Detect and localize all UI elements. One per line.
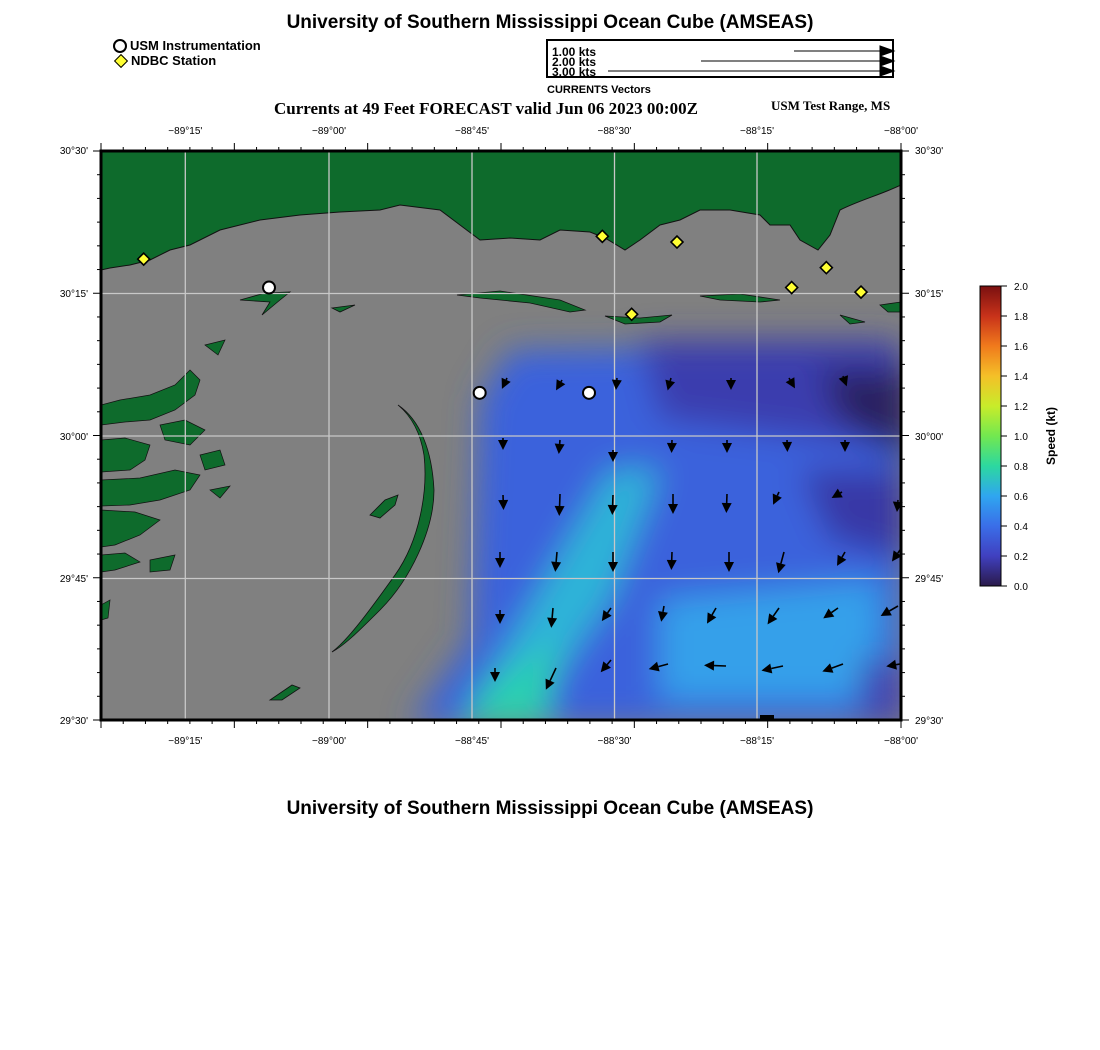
lon-label-bottom: −88°45' [455,736,489,747]
lon-label-top: −88°45' [455,126,489,137]
lon-label-top: −89°15' [168,126,203,137]
current-vector-shaft [552,608,553,618]
colorbar-tick-label: 1.8 [1014,312,1028,323]
lat-label-right: 30°30' [915,146,944,157]
current-vector-shaft [561,380,562,382]
lon-label-top: −88°30' [597,126,632,137]
vector-legend-2kt: 2.00 kts [552,55,597,69]
lat-label-left: 29°30' [59,716,88,727]
vector-legend-3kt: 3.00 kts [552,65,597,79]
legend-usm-label: USM Instrumentation [130,38,261,53]
colorbar-tick-label: 2.0 [1014,282,1028,293]
lat-label-right: 29°30' [915,716,944,727]
current-vector-shaft [670,378,671,381]
current-vector-shaft [663,606,664,612]
lon-label-bottom: −89°00' [312,736,346,747]
lat-label-left: 30°00' [59,432,88,443]
colorbar-tick-label: 1.6 [1014,342,1028,353]
colorbar-tick-label: 1.2 [1014,402,1028,413]
usm-instrument-marker [583,387,595,399]
map-title-bottom: University of Southern Mississippi Ocean Cube (AMSEAS) [286,798,814,819]
colorbar-tick-label: 0.0 [1014,582,1028,593]
colorbar-tick-label: 1.0 [1014,432,1028,443]
colorbar-ramp [980,286,1001,586]
current-vector-shaft [556,552,557,562]
current-vector-shaft [896,664,900,665]
lat-label-left: 30°30' [59,146,88,157]
colorbar-tick-label: 0.8 [1014,462,1028,473]
lat-label-right: 30°00' [915,432,944,443]
map-title: University of Southern Mississippi Ocean Cube (AMSEAS) [286,12,814,33]
lon-label-top: −88°15' [740,126,774,137]
vector-legend-caption: CURRENTS Vectors [547,84,651,96]
legend-ndbc-label: NDBC Station [131,53,217,68]
lon-label-bottom: −88°15' [740,736,774,747]
lat-label-right: 30°15' [915,289,944,300]
current-vector-shaft [506,378,507,380]
vector-legend-1kt: 1.00 kts [552,45,597,59]
lon-label-bottom: −88°00' [884,736,918,747]
colorbar-title: Speed (kt) [1044,406,1058,466]
usm-instrument-marker [263,282,275,294]
colorbar-tick-label: 0.2 [1014,552,1028,563]
test-range-label: USM Test Range, MS [771,98,891,113]
lon-label-top: −89°00' [312,126,346,137]
current-vector-shaft [789,378,790,380]
lat-label-left: 29°45' [59,574,88,585]
lon-label-top: −88°00' [884,126,918,137]
forecast-subtitle: Currents at 49 Feet FORECAST valid Jun 06 2023 00:00Z [274,99,698,118]
colorbar-tick-label: 0.4 [1014,522,1028,533]
speed-colorbar [980,282,1058,593]
lon-label-bottom: −88°30' [597,736,632,747]
lon-label-bottom: −89°15' [168,736,203,747]
colorbar-tick-label: 1.4 [1014,372,1028,383]
lat-label-right: 29°45' [915,574,944,585]
usm-instrument-marker [474,387,486,399]
colorbar-tick-label: 0.6 [1014,492,1028,503]
lat-label-left: 30°15' [59,289,88,300]
current-vector-shaft [840,492,842,493]
